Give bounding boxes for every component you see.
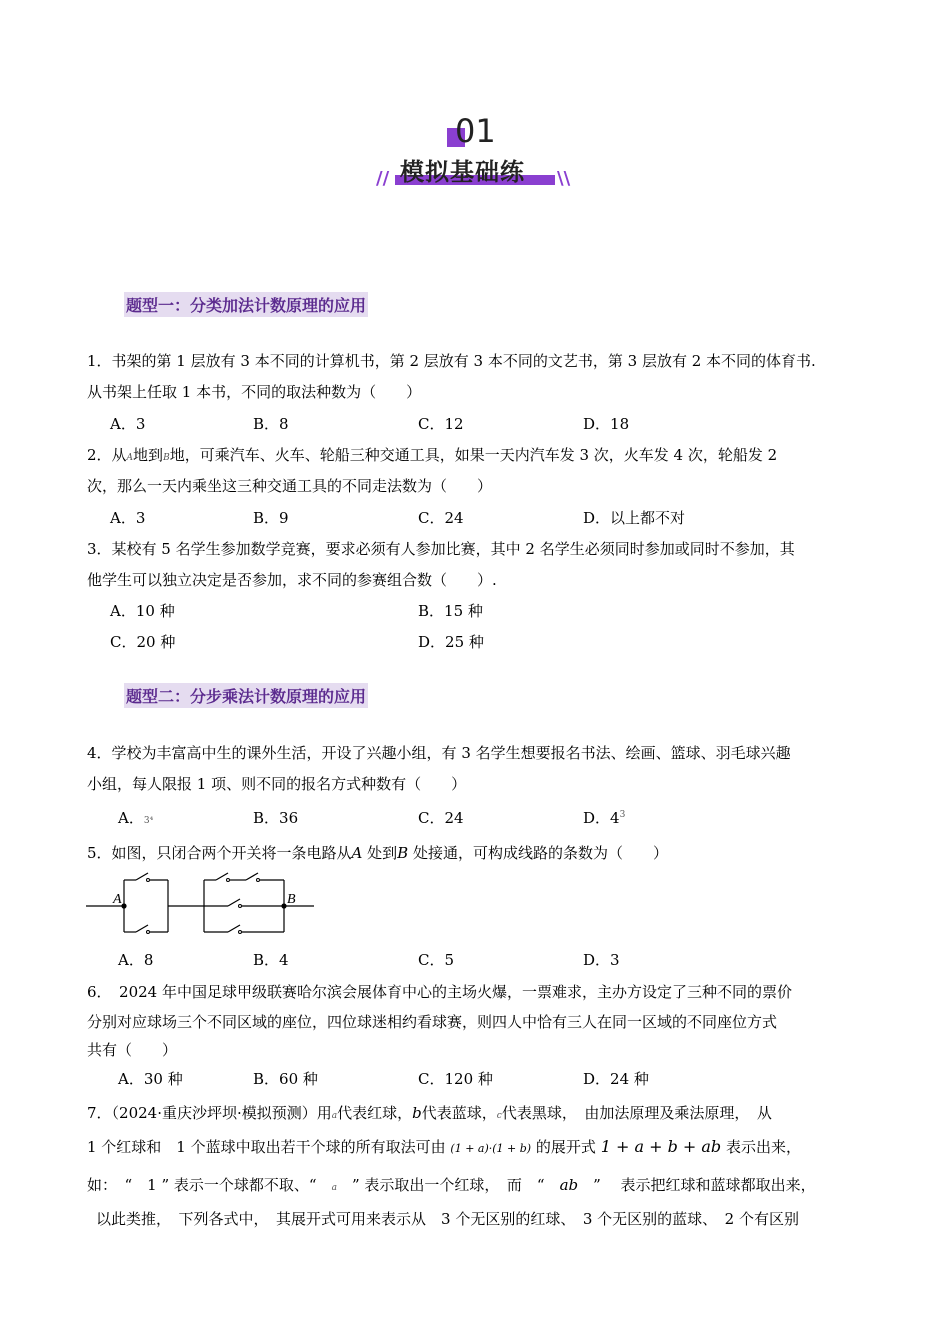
q7-line-3: [87, 1174, 816, 1195]
q1-option-a: A．3: [110, 415, 146, 433]
q5-option-d: D．3: [583, 951, 620, 969]
q7-text-1c: 代表蓝球，: [421, 1104, 497, 1122]
q7-var-a: a: [331, 1111, 338, 1121]
q2-text-3: 地，可乘汽车、火车、轮船三种交通工具，如果一天内汽车发 3 次，火车发 4 次，轮船发 2: [169, 446, 778, 464]
q2-option-d: D．以上都不对: [583, 509, 686, 527]
q7-line-1: [87, 1102, 772, 1123]
q5-option-a: A．8: [118, 951, 154, 969]
section-heading-2: 题型二：分步乘法计数原理的应用: [124, 683, 368, 708]
q7-text-3c: ” 表示把红球和蓝球都取出来，: [578, 1176, 816, 1194]
q6-line-1: 6． 2024 年中国足球甲级联赛哈尔滨会展体育中心的主场火爆，一票难求，主办方设定了三种不同的票价: [87, 983, 792, 1001]
q1-option-c: C．12: [418, 415, 464, 433]
q2-var-a: A: [126, 453, 134, 463]
section-heading-1: 题型一：分类加法计数原理的应用: [124, 292, 368, 317]
q1-line-1: 1．书架的第 1 层放有 3 本不同的计算机书，第 2 层放有 3 本不同的文艺书，第 3 层放有 2 本不同的体育书.: [87, 352, 816, 370]
q7-var-b: b: [412, 1104, 422, 1122]
q2-line-2: 次，那么一天内乘坐这三种交通工具的不同走法数为（ ）: [87, 477, 493, 495]
q4-option-d-base: 4: [610, 809, 620, 827]
q7-text-1d: 代表黑球， 由加法原理及乘法原理， 从: [501, 1104, 772, 1122]
q7-text-2c: 表示出来，: [725, 1138, 801, 1156]
q4-option-d: [583, 807, 625, 828]
q5-text-3: 处接通，可构成线路的条数为（ ）: [408, 844, 668, 862]
q6-option-b: B．60 种: [253, 1070, 318, 1088]
banner-slash-right: \\: [557, 168, 571, 189]
q7-text-1b: 代表红球，: [337, 1104, 413, 1122]
q6-line-2: 分别对应球场三个不同区域的座位，四位球迷相约看球赛，则四人中恰有三人在同一区域的不同座位方式: [87, 1013, 778, 1031]
q4-option-b: B．36: [253, 809, 299, 827]
q7-text-3a: 如： “ 1 ” 表示一个球都不取、“: [87, 1176, 332, 1194]
q2-option-c: C．24: [418, 509, 464, 527]
q4-option-a: [118, 807, 153, 828]
q6-line-3: 共有（ ）: [87, 1041, 178, 1059]
q7-line-2: [87, 1136, 801, 1157]
q5-option-b: B．4: [253, 951, 289, 969]
q4-option-a-label: A．: [118, 809, 144, 827]
q3-line-1: 3．某校有 5 名学生参加数学竞赛，要求必须有人参加比赛，其中 2 名学生必须同时参加或同时不参加，其: [87, 540, 795, 558]
q7-var-c: c: [496, 1111, 502, 1121]
q7-math-ab: ab: [559, 1176, 579, 1194]
q7-math-expansion: 1 + a + b + ab: [600, 1137, 722, 1156]
q3-option-d: D．25 种: [418, 633, 484, 651]
circuit-label-b: B: [287, 892, 296, 907]
q5-option-c: C．5: [418, 951, 455, 969]
q2-line-1: [87, 444, 777, 465]
q7-line-4: 以此类推， 下列各式中， 其展开式可用来表示从 3 个无区别的红球、 3 个无区别的蓝球、 2 个有区别: [96, 1210, 799, 1228]
q6-option-c: C．120 种: [418, 1070, 493, 1088]
q4-line-1: 4．学校为丰富高中生的课外生活，开设了兴趣小组，有 3 名学生想要报名书法、绘画、篮球、羽毛球兴趣: [87, 744, 791, 762]
q2-option-a: A．3: [110, 509, 146, 527]
banner-slash-left: //: [376, 168, 390, 189]
q3-option-c: C．20 种: [110, 633, 176, 651]
q3-option-b: B．15 种: [418, 602, 483, 620]
circuit-diagram: [86, 868, 326, 940]
q2-var-b: B: [163, 453, 170, 463]
q2-text-2: 地到: [133, 446, 164, 464]
q1-line-2: 从书架上任取 1 本书，不同的取法种数为（ ）: [87, 383, 422, 401]
banner-title: 模拟基础练: [400, 158, 525, 186]
q4-option-d-label: D．: [583, 809, 611, 827]
q1-option-d: D．18: [583, 415, 630, 433]
q1-option-b: B．8: [253, 415, 289, 433]
q3-line-2: 他学生可以独立决定是否参加，求不同的参赛组合数（ ）.: [87, 571, 497, 589]
q5-line-1: [87, 842, 668, 863]
q7-math-product: (1 + a)·(1 + b): [450, 1142, 532, 1155]
banner-number: 01: [455, 112, 496, 150]
q6-option-a: A．30 种: [118, 1070, 183, 1088]
q4-line-2: 小组，每人限报 1 项、则不同的报名方式种数有（ ）: [87, 775, 467, 793]
q5-text-1: 5．如图，只闭合两个开关将一条电路从: [87, 844, 352, 862]
q4-option-c: C．24: [418, 809, 464, 827]
circuit-label-a: A: [113, 892, 122, 907]
q6-option-d: D．24 种: [583, 1070, 649, 1088]
q5-var-a: A: [351, 844, 363, 862]
q7-text-2b: 的展开式: [535, 1138, 596, 1156]
q5-text-2: 处到: [362, 844, 398, 862]
q7-math-a: a: [331, 1183, 337, 1193]
q7-text-2a: 1 个红球和 1 个蓝球中取出若干个球的所有取法可由: [87, 1138, 446, 1156]
q7-text-3b: ” 表示取出一个红球， 而 “: [336, 1176, 560, 1194]
q4-option-d-exp: 3: [619, 810, 626, 820]
q3-option-a: A．10 种: [110, 602, 175, 620]
q5-var-b: B: [397, 844, 409, 862]
q2-option-b: B．9: [253, 509, 289, 527]
q7-text-1a: 7．（2024·重庆沙坪坝·模拟预测）用: [87, 1104, 332, 1122]
q2-text-1: 2．从: [87, 446, 127, 464]
q4-option-a-math: 3⁴: [143, 816, 154, 826]
